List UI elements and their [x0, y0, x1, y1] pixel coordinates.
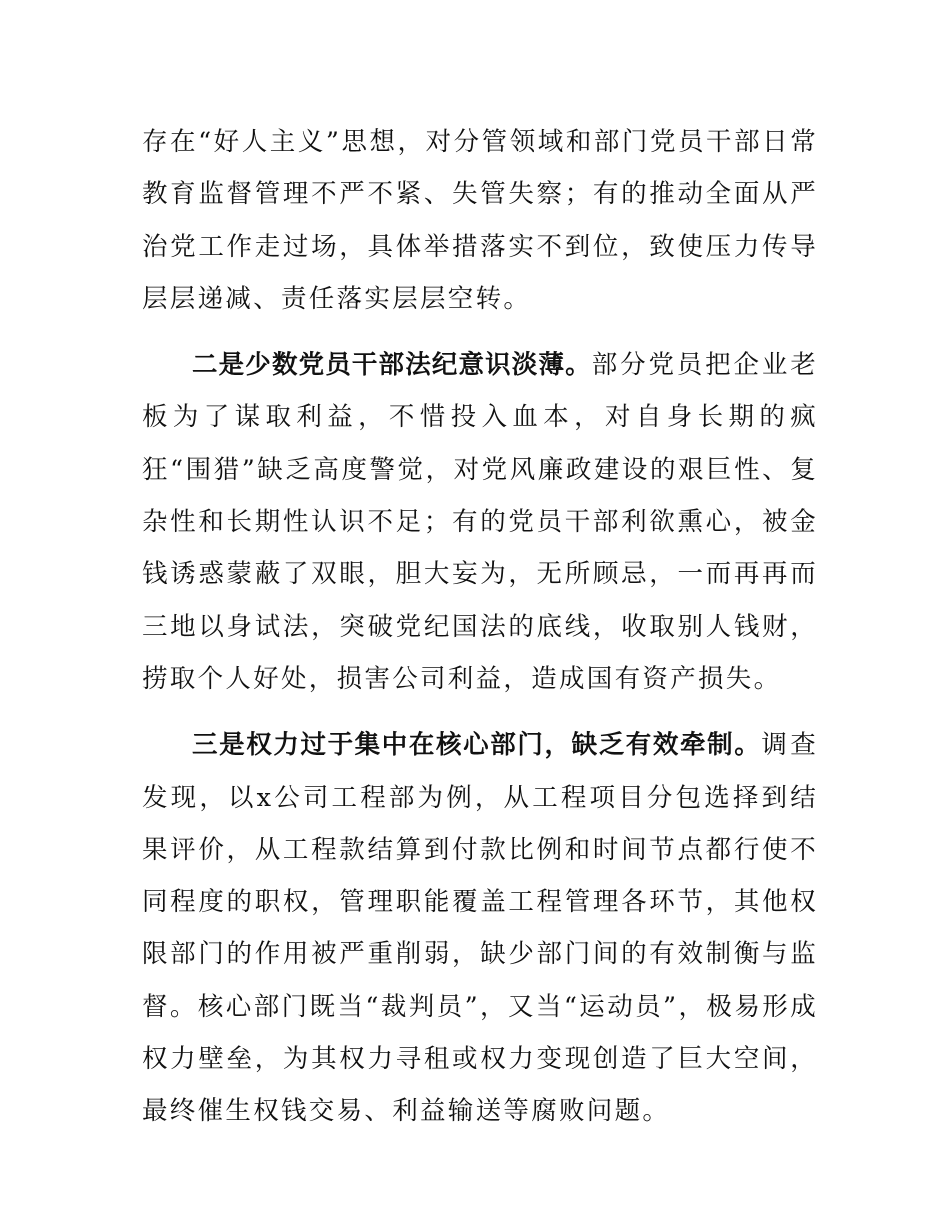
paragraph-point-three [142, 719, 818, 1137]
paragraph-text: 部分党员把企业老板为了谋取利益，不惜投入血本，对自身长期的疯狂“围猎”缺乏高度警觉，对党风廉政建设的艰巨性、复杂性和长期性认识不足；有的党员干部利欲熏心，被金钱诱惑蒙蔽了双眼，胆大妄为，无所顾忌，一而再再而三地以身试法，突破党纪国法的底线，收取别人钱财，捞取个人好处，损害公司利益，造成国有资产损失。 [142, 350, 818, 694]
document-body [142, 116, 818, 1138]
paragraph-point-two [142, 339, 818, 705]
paragraph-lead-heading: 三是权力过于集中在核心部门，缺乏有效牵制。 [192, 730, 762, 761]
paragraph-lead-heading: 二是少数党员干部法纪意识淡薄。 [192, 350, 592, 381]
paragraph-text: 存在“好人主义”思想，对分管领域和部门党员干部日常教育监督管理不严不紧、失管失察；有的推动全面从严治党工作走过场，具体举措落实不到位，致使压力传导层层递减、责任落实层层空转。 [142, 127, 818, 314]
paragraph-text: 调查发现，以x公司工程部为例，从工程项目分包选择到结果评价，从工程款结算到付款比例和时间节点都行使不同程度的职权，管理职能覆盖工程管理各环节，其他权限部门的作用被严重削弱，缺少部门间的有效制衡与监督。核心部门既当“裁判员”，又当“运动员”，极易形成权力壁垒，为其权力寻租或权力变现创造了巨大空间，最终催生权钱交易、利益输送等腐败问题。 [142, 730, 818, 1127]
paragraph-continuation [142, 116, 818, 325]
